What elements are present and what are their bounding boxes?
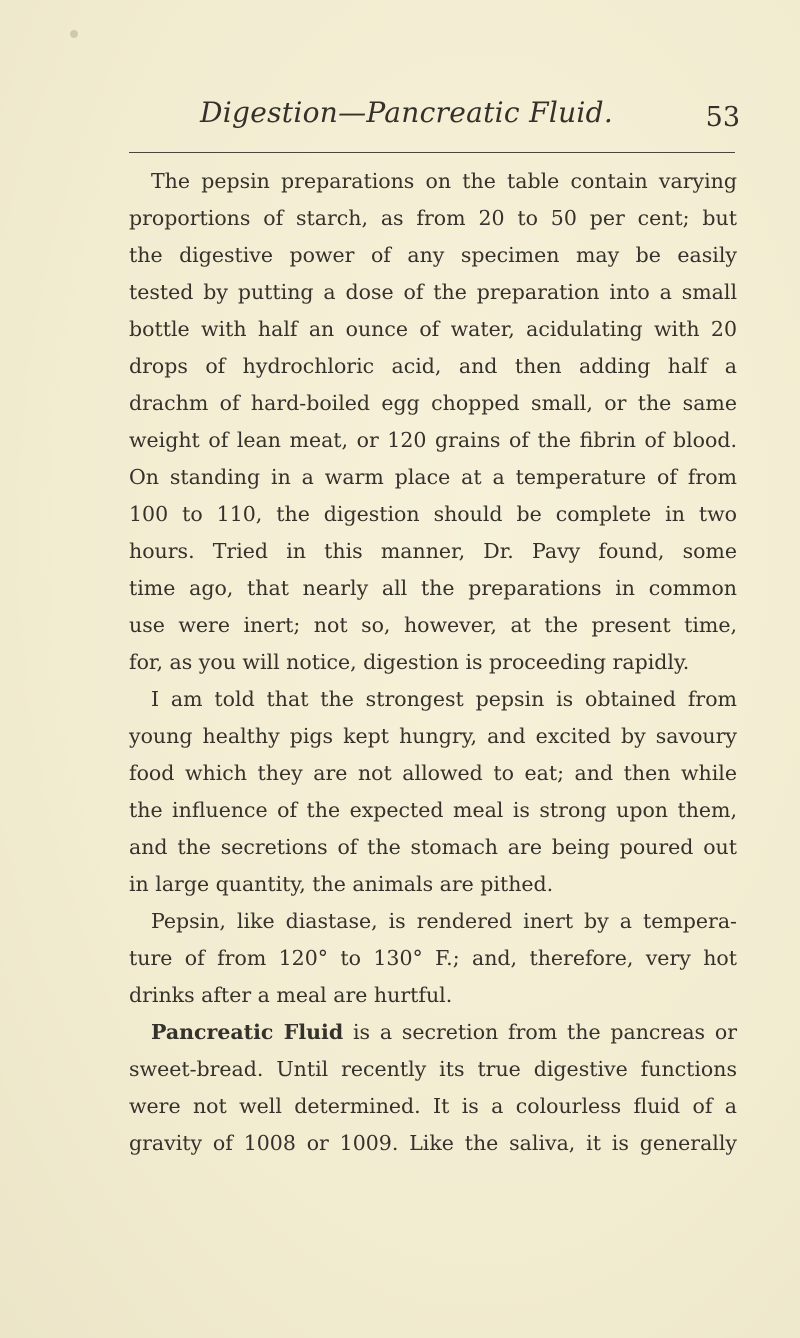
text-line: 100 to 110, the digestion should be complete in two <box>129 502 737 526</box>
text-line: drops of hydrochloric acid, and then adding half a <box>129 354 737 378</box>
text-line: drinks after a meal are hurtful. <box>129 983 453 1007</box>
text-line: the digestive power of any specimen may be easily <box>129 243 737 267</box>
text-line: were not well determined. It is a colourless fluid of a <box>129 1094 737 1118</box>
text-line: sweet-bread. Until recently its true digestive functions <box>129 1057 737 1081</box>
text-line: the influence of the expected meal is strong upon them, <box>129 798 737 822</box>
text-line: proportions of starch, as from 20 to 50 per cent; but <box>129 206 737 230</box>
text-line: On standing in a warm place at a temperature of from <box>129 465 737 489</box>
section-lead: Pancreatic Fluid <box>151 1020 344 1044</box>
paragraph <box>129 681 737 903</box>
text-line: use were inert; not so, however, at the present time, <box>129 613 737 637</box>
header-rule <box>129 152 735 153</box>
text-line: for, as you will notice, digestion is proceeding rapidly. <box>129 650 690 674</box>
text-line: in large quantity, the animals are pithed. <box>129 872 554 896</box>
paragraph <box>129 163 737 681</box>
text-line: food which they are not allowed to eat; and then while <box>129 761 737 785</box>
text-line: tested by putting a dose of the preparation into a small <box>129 280 737 304</box>
text-line: time ago, that nearly all the preparations in common <box>129 576 737 600</box>
text-line: weight of lean meat, or 120 grains of the fibrin of blood. <box>129 428 737 452</box>
text-line: bottle with half an ounce of water, acidulating with 20 <box>129 317 737 341</box>
running-head-title: Digestion—Pancreatic Fluid. <box>200 96 614 129</box>
text-line <box>129 1014 737 1051</box>
paragraph <box>129 903 737 1014</box>
body-text <box>129 163 737 1162</box>
page-number: 53 <box>705 102 740 133</box>
text-line: The pepsin preparations on the table contain varying <box>151 169 737 193</box>
text-line: hours. Tried in this manner, Dr. Pavy found, some <box>129 539 737 563</box>
text-line: ture of from 120° to 130° F.; and, therefore, very hot <box>129 946 737 970</box>
paragraph <box>129 1014 737 1162</box>
text-line-rest: is a secretion from the pancreas or <box>343 1020 738 1044</box>
running-head <box>200 96 740 142</box>
text-line: and the secretions of the stomach are being poured out <box>129 835 737 859</box>
text-line: Pepsin, like diastase, is rendered inert by a tempera- <box>151 909 737 933</box>
ink-spot <box>70 30 78 38</box>
text-line: I am told that the strongest pepsin is obtained from <box>151 687 737 711</box>
text-line: gravity of 1008 or 1009. Like the saliva, it is generally <box>129 1131 737 1155</box>
text-line: drachm of hard-boiled egg chopped small, or the same <box>129 391 737 415</box>
text-line: young healthy pigs kept hungry, and excited by savoury <box>129 724 737 748</box>
